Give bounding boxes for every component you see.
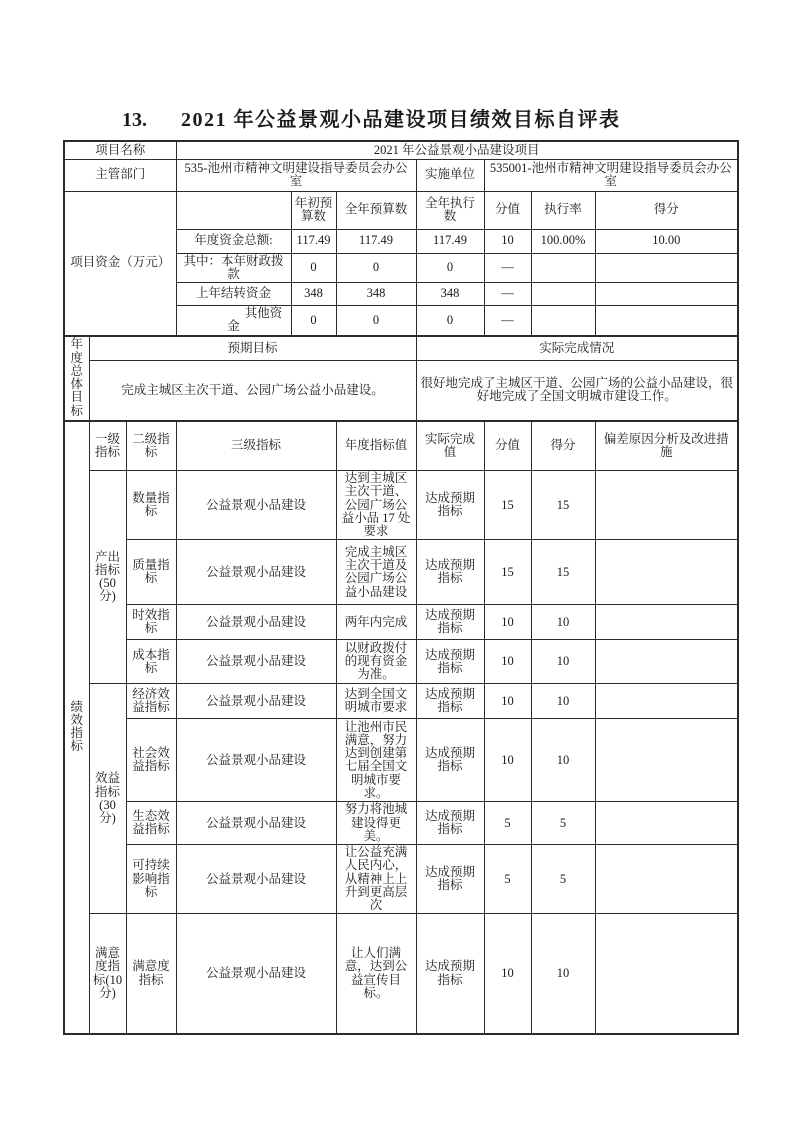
deviation-cell xyxy=(595,605,738,640)
begin-budget-value: 0 xyxy=(291,306,336,336)
year-budget-value: 348 xyxy=(336,283,416,306)
deviation-cell xyxy=(595,471,738,540)
actual-value-cell: 达成预期指标 xyxy=(416,471,484,540)
indicator-row-quantity xyxy=(64,471,738,540)
level2-cell: 满意度指标 xyxy=(126,914,176,1034)
level2-cell: 成本指标 xyxy=(126,640,176,684)
project-name-label: 项目名称 xyxy=(64,141,176,159)
score-cell: 15 xyxy=(531,540,595,605)
annual-target-cell: 以财政拨付的现有资金为准。 xyxy=(336,640,416,684)
deviation-cell xyxy=(595,684,738,719)
funds-empty-header xyxy=(176,191,291,229)
points-cell: 10 xyxy=(484,640,531,684)
executed-value: 0 xyxy=(416,253,484,283)
level2-cell: 经济效益指标 xyxy=(126,684,176,719)
actual-value-cell: 达成预期指标 xyxy=(416,640,484,684)
impl-value: 535001-池州市精神文明建设指导委员会办公室 xyxy=(484,159,738,191)
funds-section-label: 项目资金（万元） xyxy=(64,191,176,336)
deviation-cell xyxy=(595,914,738,1034)
annual-target-cell: 让人们满意，达到公益宣传目标。 xyxy=(336,914,416,1034)
indicators-header-row xyxy=(64,421,738,471)
actual-completion-header: 实际完成情况 xyxy=(416,336,738,361)
annual-goal-header-row xyxy=(64,336,738,361)
funds-header-rate: 执行率 xyxy=(531,191,595,229)
level2-cell: 社会效益指标 xyxy=(126,719,176,802)
funds-row-label: 其他资金 xyxy=(176,306,291,336)
score-value xyxy=(595,253,738,283)
header-points: 分值 xyxy=(484,421,531,471)
level3-cell: 公益景观小品建设 xyxy=(176,719,336,802)
actual-completion-text: 很好地完成了主城区干道、公园广场的公益小品建设，很好地完成了全国文明城市建设工作。 xyxy=(416,361,738,421)
begin-budget-value: 117.49 xyxy=(291,229,336,253)
indicators-section-label: 绩效指标 xyxy=(64,421,89,1034)
level3-cell: 公益景观小品建设 xyxy=(176,605,336,640)
page-title xyxy=(122,103,621,132)
points-cell: 5 xyxy=(484,845,531,914)
year-budget-value: 0 xyxy=(336,253,416,283)
actual-value-cell: 达成预期指标 xyxy=(416,540,484,605)
score-cell: 10 xyxy=(531,684,595,719)
level2-cell: 生态效益指标 xyxy=(126,802,176,845)
points-value: 10 xyxy=(484,229,531,253)
score-cell: 5 xyxy=(531,845,595,914)
level3-cell: 公益景观小品建设 xyxy=(176,684,336,719)
rate-value xyxy=(531,283,595,306)
level2-cell: 质量指标 xyxy=(126,540,176,605)
dept-label: 主管部门 xyxy=(64,159,176,191)
project-name-value: 2021 年公益景观小品建设项目 xyxy=(176,141,738,159)
project-name-row xyxy=(64,141,738,159)
annual-target-cell: 让池州市民满意，努力达到创建第七届全国文明城市要求。 xyxy=(336,719,416,802)
header-level2: 二级指标 xyxy=(126,421,176,471)
annual-goal-section-label: 年度总体目标 xyxy=(64,336,89,421)
executed-value: 348 xyxy=(416,283,484,306)
score-cell: 15 xyxy=(531,471,595,540)
header-deviation: 偏差原因分析及改进措施 xyxy=(595,421,738,471)
indicator-row-economic xyxy=(64,684,738,719)
score-cell: 10 xyxy=(531,914,595,1034)
points-value: — xyxy=(484,283,531,306)
rate-value xyxy=(531,253,595,283)
level3-cell: 公益景观小品建设 xyxy=(176,802,336,845)
rate-value: 100.00% xyxy=(531,229,595,253)
level3-cell: 公益景观小品建设 xyxy=(176,471,336,540)
annual-target-cell: 努力将池城建设得更美。 xyxy=(336,802,416,845)
actual-value-cell: 达成预期指标 xyxy=(416,719,484,802)
dept-value: 535-池州市精神文明建设指导委员会办公室 xyxy=(176,159,416,191)
expected-goal-text: 完成主城区主次干道、公园广场公益小品建设。 xyxy=(89,361,416,421)
points-cell: 15 xyxy=(484,540,531,605)
indicator-row-cost xyxy=(64,640,738,684)
title-number: 13. xyxy=(122,109,147,131)
indicator-row-social xyxy=(64,719,738,802)
funds-row-label: 年度资金总额: xyxy=(176,229,291,253)
annual-target-cell: 完成主城区主次干道及公园广场公益小品建设 xyxy=(336,540,416,605)
funds-row-label: 上年结转资金 xyxy=(176,283,291,306)
score-cell: 10 xyxy=(531,640,595,684)
annual-target-cell: 让公益充满人民内心，从精神上上升到更高层次 xyxy=(336,845,416,914)
deviation-cell xyxy=(595,540,738,605)
score-cell: 10 xyxy=(531,605,595,640)
impl-label: 实施单位 xyxy=(416,159,484,191)
level2-cell: 数量指标 xyxy=(126,471,176,540)
points-value: — xyxy=(484,306,531,336)
level3-cell: 公益景观小品建设 xyxy=(176,540,336,605)
level3-cell: 公益景观小品建设 xyxy=(176,845,336,914)
executed-value: 117.49 xyxy=(416,229,484,253)
points-cell: 10 xyxy=(484,719,531,802)
deviation-cell xyxy=(595,640,738,684)
level2-cell: 可持续影响指标 xyxy=(126,845,176,914)
funds-header-year-budget: 全年预算数 xyxy=(336,191,416,229)
funds-header-row xyxy=(64,191,738,229)
score-value xyxy=(595,283,738,306)
header-annual-target: 年度指标值 xyxy=(336,421,416,471)
score-value xyxy=(595,306,738,336)
funds-header-points: 分值 xyxy=(484,191,531,229)
annual-target-cell: 两年内完成 xyxy=(336,605,416,640)
funds-row-label: 其中：本年财政拨款 xyxy=(176,253,291,283)
executed-value: 0 xyxy=(416,306,484,336)
actual-value-cell: 达成预期指标 xyxy=(416,914,484,1034)
level3-cell: 公益景观小品建设 xyxy=(176,914,336,1034)
group-label-benefit: 效益指标(30分) xyxy=(89,684,126,914)
score-value: 10.00 xyxy=(595,229,738,253)
year-budget-value: 0 xyxy=(336,306,416,336)
deviation-cell xyxy=(595,845,738,914)
funds-header-score: 得分 xyxy=(595,191,738,229)
level3-cell: 公益景观小品建设 xyxy=(176,640,336,684)
points-cell: 10 xyxy=(484,684,531,719)
annual-goal-content-row xyxy=(64,361,738,421)
indicator-row-satisfaction xyxy=(64,914,738,1034)
actual-value-cell: 达成预期指标 xyxy=(416,684,484,719)
points-cell: 15 xyxy=(484,471,531,540)
begin-budget-value: 348 xyxy=(291,283,336,306)
indicator-row-timeliness xyxy=(64,605,738,640)
title-text: 2021 年公益景观小品建设项目绩效目标自评表 xyxy=(181,109,621,131)
header-level3: 三级指标 xyxy=(176,421,336,471)
header-level1: 一级指标 xyxy=(89,421,126,471)
indicator-row-ecological xyxy=(64,802,738,845)
indicator-row-sustainable xyxy=(64,845,738,914)
department-row xyxy=(64,159,738,191)
points-cell: 10 xyxy=(484,605,531,640)
annual-target-cell: 达到主城区主次干道、公园广场公益小品 17 处要求 xyxy=(336,471,416,540)
self-evaluation-table xyxy=(63,140,739,1035)
header-score: 得分 xyxy=(531,421,595,471)
indicator-row-quality xyxy=(64,540,738,605)
deviation-cell xyxy=(595,719,738,802)
group-label-output: 产出指标(50分) xyxy=(89,471,126,684)
score-cell: 5 xyxy=(531,802,595,845)
points-value: — xyxy=(484,253,531,283)
annual-target-cell: 达到全国文明城市要求 xyxy=(336,684,416,719)
group-label-satisfaction: 满意度指标(10分) xyxy=(89,914,126,1034)
actual-value-cell: 达成预期指标 xyxy=(416,605,484,640)
score-cell: 10 xyxy=(531,719,595,802)
level2-cell: 时效指标 xyxy=(126,605,176,640)
actual-value-cell: 达成预期指标 xyxy=(416,845,484,914)
points-cell: 5 xyxy=(484,802,531,845)
funds-header-executed: 全年执行数 xyxy=(416,191,484,229)
rate-value xyxy=(531,306,595,336)
year-budget-value: 117.49 xyxy=(336,229,416,253)
actual-value-cell: 达成预期指标 xyxy=(416,802,484,845)
expected-goal-header: 预期目标 xyxy=(89,336,416,361)
header-actual-value: 实际完成值 xyxy=(416,421,484,471)
funds-header-begin-budget: 年初预算数 xyxy=(291,191,336,229)
deviation-cell xyxy=(595,802,738,845)
points-cell: 10 xyxy=(484,914,531,1034)
begin-budget-value: 0 xyxy=(291,253,336,283)
